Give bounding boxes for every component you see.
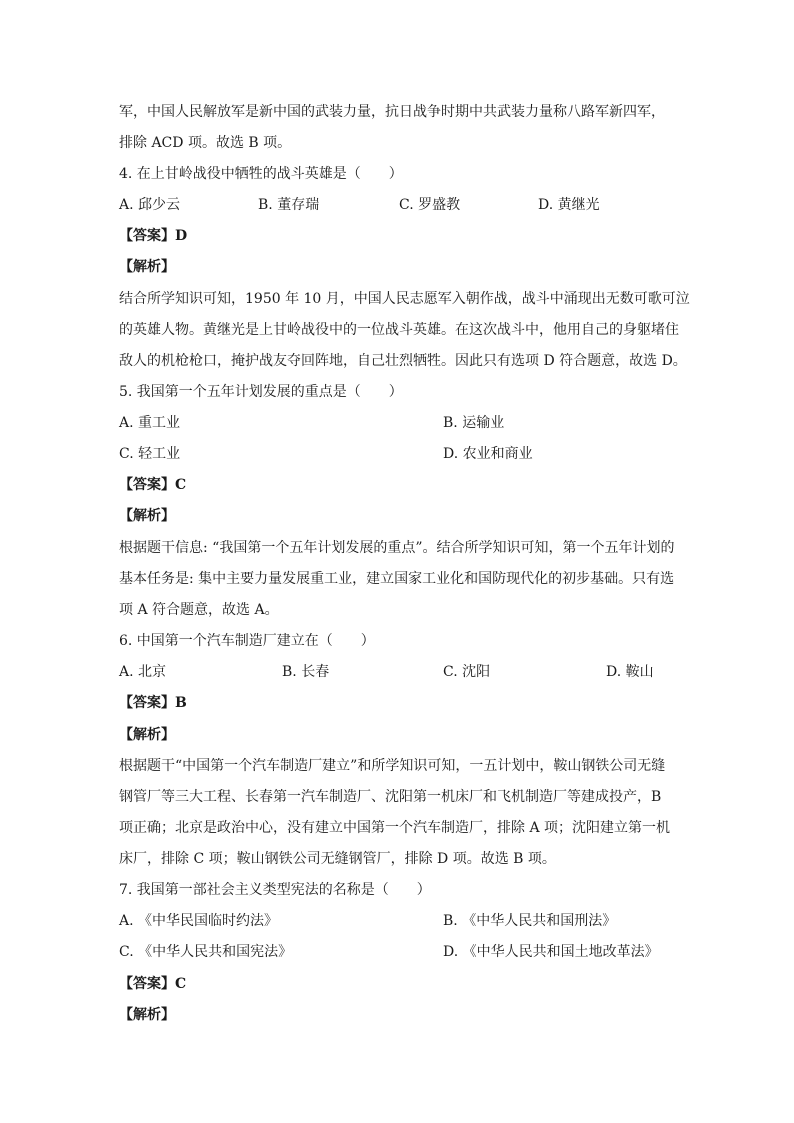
q4-analysis-line-1: 结合所学知识可知，1950 年 10 月，中国人民志愿军入朝作战，战斗中涌现出无数可歌可泣 [119,291,690,307]
q6-stem: 6. 中国第一个汽车制造厂建立在（ ） [119,633,375,649]
q4-analysis-label: 【解析】 [119,259,175,275]
q7-option-d: D. 《中华人民共和国土地改革法》 [443,944,659,960]
intro-line-2: 排除 ACD 项。故选 B 项。 [119,135,292,151]
q5-option-c: C. 轻工业 [119,446,181,462]
q6-option-a: A. 北京 [119,664,167,680]
q4-option-d: D. 黄继光 [538,197,600,213]
q6-analysis-line-3: 项正确；北京是政治中心，没有建立中国第一个汽车制造厂，排除 A 项；沈阳建立第一机 [119,820,671,836]
q7-option-b: B. 《中华人民共和国刑法》 [443,913,617,929]
q5-analysis-label: 【解析】 [119,508,175,524]
q6-analysis-line-4: 床厂，排除 C 项；鞍山钢铁公司无缝钢管厂，排除 D 项。故选 B 项。 [119,851,556,867]
q4-option-a: A. 邱少云 [119,197,181,213]
q5-analysis-line-1: 根据题干信息: “我国第一个五年计划发展的重点”。结合所学知识可知，第一个五年计划的 [119,540,675,556]
q5-option-b: B. 运输业 [443,415,505,431]
q5-option-a: A. 重工业 [119,415,181,431]
q7-option-c: C. 《中华人民共和国宪法》 [119,944,293,960]
q6-analysis-label: 【解析】 [119,727,175,743]
q5-option-d: D. 农业和商业 [443,446,533,462]
q7-stem: 7. 我国第一部社会主义类型宪法的名称是（ ） [119,882,431,898]
q5-analysis-line-3: 项 A 符合题意，故选 A。 [119,602,279,618]
q4-option-c: C. 罗盛教 [399,197,461,213]
q6-analysis-line-1: 根据题干“中国第一个汽车制造厂建立”和所学知识可知，一五计划中，鞍山钢铁公司无缝 [119,758,666,774]
q5-stem: 5. 我国第一个五年计划发展的重点是（ ） [119,384,403,400]
q4-option-b: B. 董存瑞 [258,197,320,213]
q4-answer: 【答案】D [119,228,188,244]
q7-option-a: A. 《中华民国临时约法》 [119,913,279,929]
q6-option-d: D. 鞍山 [606,664,654,680]
q6-analysis-line-2: 钢管厂等三大工程、长春第一汽车制造厂、沈阳第一机床厂和飞机制造厂等建成投产，B [119,789,662,805]
q5-analysis-line-2: 基本任务是: 集中主要力量发展重工业，建立国家工业化和国防现代化的初步基础。只有选 [119,571,675,587]
q6-answer: 【答案】B [119,695,187,711]
q7-answer: 【答案】C [119,976,187,992]
q6-option-c: C. 沈阳 [443,664,491,680]
q6-option-b: B. 长春 [282,664,330,680]
intro-line-1: 军，中国人民解放军是新中国的武装力量，抗日战争时期中共武装力量称八路军新四军， [119,104,665,120]
q4-stem: 4. 在上甘岭战役中牺牲的战斗英雄是（ ） [119,166,403,182]
q4-analysis-line-3: 敌人的机枪枪口，掩护战友夺回阵地，自己壮烈牺牲。因此只有选项 D 符合题意，故选 D。 [119,353,687,369]
q5-answer: 【答案】C [119,477,187,493]
q7-analysis-label: 【解析】 [119,1007,175,1023]
q4-analysis-line-2: 的英雄人物。黄继光是上甘岭战役中的一位战斗英雄。在这次战斗中，他用自己的身躯堵住 [119,322,679,338]
